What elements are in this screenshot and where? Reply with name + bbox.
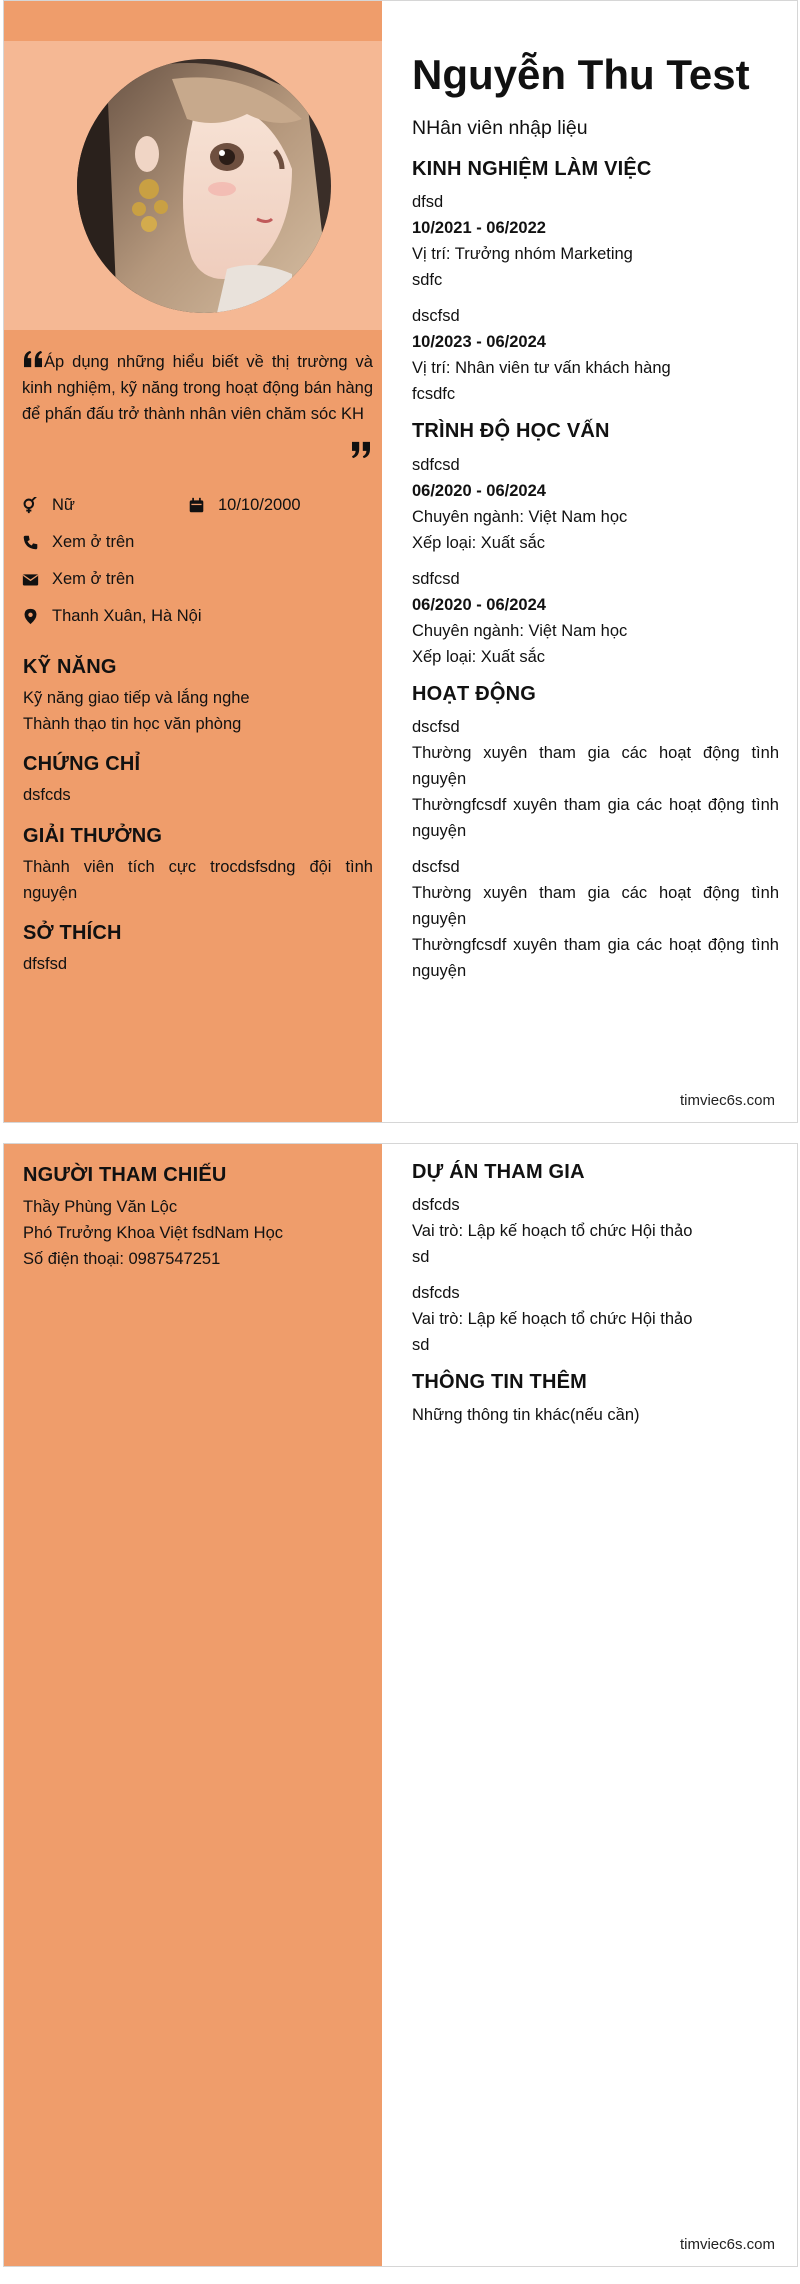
hobbies-text: dfsfsd [23,955,68,973]
education-major: Chuyên ngành: Việt Nam học [412,622,628,640]
job-title: NHân viên nhập liệu [412,117,588,139]
certificates-title: CHỨNG CHỈ [23,753,141,775]
address-row [22,607,202,626]
experience-desc: fcsdfc [412,385,456,403]
activity-line: Thườngfcsdf xuyên tham gia các hoạt động tình nguyện [412,936,779,980]
education-major: Chuyên ngành: Việt Nam học [412,508,628,526]
quote-close-icon [349,441,373,459]
activity-line: Thường xuyên tham gia các hoạt động tình nguyện [412,744,779,788]
calendar-icon [188,497,205,514]
cv-page-2 [3,1143,798,2267]
career-objective [22,349,373,427]
activity-line: Thường xuyên tham gia các hoạt động tình nguyện [412,884,779,928]
experience-title: KINH NGHIỆM LÀM VIỆC [412,158,652,180]
cv-page-1 [3,0,798,1123]
reference-name: Thầy Phùng Văn Lộc [23,1198,178,1216]
address-value: Thanh Xuân, Hà Nội [52,607,202,625]
photo-band [4,41,382,330]
birthday-row [188,496,301,515]
project-name: dsfcds [412,1196,460,1214]
quote-open-icon [22,350,44,368]
sidebar [4,1,382,1122]
education-school: sdfcsd [412,570,460,588]
activities-title: HOẠT ĐỘNG [412,683,537,705]
skill-item: Thành thạo tin học văn phòng [23,715,242,733]
phone-value: Xem ở trên [52,533,135,551]
phone-icon [22,534,39,551]
phone-row [22,533,134,552]
experience-period: 10/2023 - 06/2024 [412,333,546,351]
sidebar [4,1144,382,2266]
awards-title: GIẢI THƯỞNG [23,825,163,847]
main-column [382,1144,797,2266]
certificates-text: dsfcds [23,786,71,804]
awards-text: Thành viên tích cực trocdsfsdng đội tình nguyện [23,858,373,902]
gender-icon [22,497,39,514]
project-desc: sd [412,1336,430,1354]
objective-text: Áp dụng những hiểu biết về thị trường và kinh nghiệm, kỹ năng trong hoạt động bán hàng để phấn đấu trở thành nhân viên chăm sóc KH [22,353,373,423]
education-period: 06/2020 - 06/2024 [412,596,546,614]
avatar [77,59,331,313]
activity-line: Thườngfcsdf xuyên tham gia các hoạt động tình nguyện [412,796,779,840]
education-title: TRÌNH ĐỘ HỌC VẤN [412,420,610,442]
project-name: dsfcds [412,1284,460,1302]
additional-text: Những thông tin khác(nếu cần) [412,1406,640,1424]
candidate-name: Nguyễn Thu Test [412,51,750,98]
project-role: Vai trò: Lập kế hoạch tổ chức Hội thảo [412,1310,693,1328]
footer-brand: timviec6s.com [679,2236,775,2253]
references-title: NGƯỜI THAM CHIẾU [23,1164,227,1186]
gender-row [22,496,75,515]
additional-title: THÔNG TIN THÊM [412,1371,588,1393]
activity-org: dscfsd [412,858,460,876]
footer-brand: timviec6s.com [679,1092,775,1109]
projects-title: DỰ ÁN THAM GIA [412,1161,585,1183]
reference-role: Phó Trưởng Khoa Việt fsdNam Học [23,1224,284,1242]
experience-company: dscfsd [412,307,460,325]
education-grade: Xếp loại: Xuất sắc [412,534,545,552]
activity-org: dscfsd [412,718,460,736]
experience-position: Vị trí: Trưởng nhóm Marketing [412,245,633,263]
experience-period: 10/2021 - 06/2022 [412,219,546,237]
reference-phone: Số điện thoại: 0987547251 [23,1250,221,1268]
birthday-value: 10/10/2000 [218,496,301,514]
experience-position: Vị trí: Nhân viên tư vấn khách hàng [412,359,671,377]
project-desc: sd [412,1248,430,1266]
project-role: Vai trò: Lập kế hoạch tổ chức Hội thảo [412,1222,693,1240]
location-pin-icon [22,608,39,625]
experience-company: dfsd [412,193,444,211]
skill-item: Kỹ năng giao tiếp và lắng nghe [23,689,250,707]
hobbies-title: SỞ THÍCH [23,922,122,944]
main-column [382,1,797,1122]
email-value: Xem ở trên [52,570,135,588]
education-period: 06/2020 - 06/2024 [412,482,546,500]
gender-value: Nữ [52,496,75,514]
experience-desc: sdfc [412,271,443,289]
education-school: sdfcsd [412,456,460,474]
education-grade: Xếp loại: Xuất sắc [412,648,545,666]
email-icon [22,571,39,588]
skills-title: KỸ NĂNG [23,656,117,678]
email-row [22,570,134,589]
